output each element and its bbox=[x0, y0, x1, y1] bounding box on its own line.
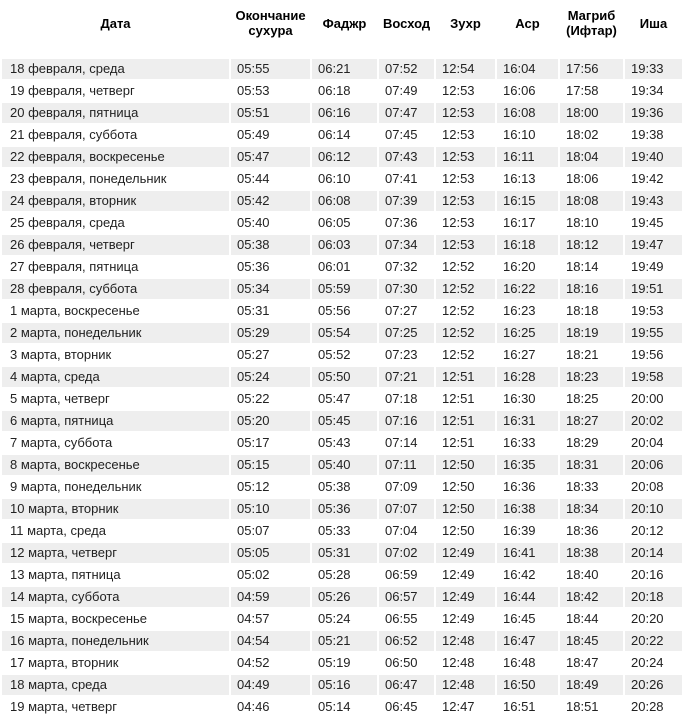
time-cell: 18:10 bbox=[560, 213, 623, 233]
time-cell: 16:33 bbox=[497, 433, 558, 453]
time-cell: 06:57 bbox=[379, 587, 434, 607]
table-row bbox=[2, 609, 682, 629]
time-cell: 05:47 bbox=[312, 389, 377, 409]
time-cell: 07:27 bbox=[379, 301, 434, 321]
header-row bbox=[2, 2, 682, 57]
time-cell: 18:27 bbox=[560, 411, 623, 431]
time-cell: 05:27 bbox=[231, 345, 310, 365]
time-cell: 07:43 bbox=[379, 147, 434, 167]
table-row bbox=[2, 433, 682, 453]
time-cell: 06:45 bbox=[379, 697, 434, 717]
time-cell: 05:24 bbox=[312, 609, 377, 629]
table-row bbox=[2, 279, 682, 299]
time-cell: 12:52 bbox=[436, 257, 495, 277]
time-cell: 07:49 bbox=[379, 81, 434, 101]
column-header-zuhr: Зухр bbox=[436, 2, 495, 57]
table-row bbox=[2, 499, 682, 519]
time-cell: 12:51 bbox=[436, 411, 495, 431]
time-cell: 20:22 bbox=[625, 631, 682, 651]
time-cell: 19:40 bbox=[625, 147, 682, 167]
time-cell: 12:52 bbox=[436, 301, 495, 321]
table-row bbox=[2, 477, 682, 497]
time-cell: 20:04 bbox=[625, 433, 682, 453]
date-cell: 20 февраля, пятница bbox=[2, 103, 229, 123]
time-cell: 05:52 bbox=[312, 345, 377, 365]
time-cell: 18:02 bbox=[560, 125, 623, 145]
time-cell: 05:02 bbox=[231, 565, 310, 585]
time-cell: 05:40 bbox=[231, 213, 310, 233]
date-cell: 21 февраля, суббота bbox=[2, 125, 229, 145]
time-cell: 06:21 bbox=[312, 59, 377, 79]
time-cell: 17:56 bbox=[560, 59, 623, 79]
date-cell: 12 марта, четверг bbox=[2, 543, 229, 563]
time-cell: 16:08 bbox=[497, 103, 558, 123]
date-cell: 1 марта, воскресенье bbox=[2, 301, 229, 321]
time-cell: 05:12 bbox=[231, 477, 310, 497]
time-cell: 19:42 bbox=[625, 169, 682, 189]
time-cell: 05:28 bbox=[312, 565, 377, 585]
time-cell: 06:05 bbox=[312, 213, 377, 233]
time-cell: 05:53 bbox=[231, 81, 310, 101]
time-cell: 05:43 bbox=[312, 433, 377, 453]
time-cell: 16:23 bbox=[497, 301, 558, 321]
time-cell: 19:36 bbox=[625, 103, 682, 123]
table-row bbox=[2, 345, 682, 365]
table-row bbox=[2, 587, 682, 607]
date-cell: 13 марта, пятница bbox=[2, 565, 229, 585]
time-cell: 16:41 bbox=[497, 543, 558, 563]
time-cell: 06:50 bbox=[379, 653, 434, 673]
time-cell: 05:26 bbox=[312, 587, 377, 607]
time-cell: 12:48 bbox=[436, 653, 495, 673]
time-cell: 19:51 bbox=[625, 279, 682, 299]
time-cell: 05:22 bbox=[231, 389, 310, 409]
table-row bbox=[2, 565, 682, 585]
time-cell: 18:49 bbox=[560, 675, 623, 695]
table-body bbox=[2, 59, 682, 717]
time-cell: 12:53 bbox=[436, 103, 495, 123]
time-cell: 06:03 bbox=[312, 235, 377, 255]
column-header-isha: Иша bbox=[625, 2, 682, 57]
time-cell: 16:20 bbox=[497, 257, 558, 277]
time-cell: 05:36 bbox=[312, 499, 377, 519]
time-cell: 16:13 bbox=[497, 169, 558, 189]
time-cell: 06:18 bbox=[312, 81, 377, 101]
time-cell: 07:14 bbox=[379, 433, 434, 453]
column-header-suhur-end: Окончание сухура bbox=[231, 2, 310, 57]
time-cell: 07:23 bbox=[379, 345, 434, 365]
time-cell: 07:45 bbox=[379, 125, 434, 145]
time-cell: 06:10 bbox=[312, 169, 377, 189]
time-cell: 07:11 bbox=[379, 455, 434, 475]
table-row bbox=[2, 653, 682, 673]
time-cell: 16:45 bbox=[497, 609, 558, 629]
time-cell: 12:51 bbox=[436, 433, 495, 453]
table-row bbox=[2, 125, 682, 145]
time-cell: 12:49 bbox=[436, 587, 495, 607]
time-cell: 07:25 bbox=[379, 323, 434, 343]
time-cell: 12:48 bbox=[436, 631, 495, 651]
time-cell: 12:53 bbox=[436, 213, 495, 233]
time-cell: 12:52 bbox=[436, 323, 495, 343]
time-cell: 06:16 bbox=[312, 103, 377, 123]
date-cell: 3 марта, вторник bbox=[2, 345, 229, 365]
time-cell: 20:14 bbox=[625, 543, 682, 563]
column-header-fajr: Фаджр bbox=[312, 2, 377, 57]
time-cell: 05:40 bbox=[312, 455, 377, 475]
time-cell: 06:59 bbox=[379, 565, 434, 585]
time-cell: 07:09 bbox=[379, 477, 434, 497]
time-cell: 05:36 bbox=[231, 257, 310, 277]
time-cell: 05:07 bbox=[231, 521, 310, 541]
time-cell: 05:45 bbox=[312, 411, 377, 431]
date-cell: 25 февраля, среда bbox=[2, 213, 229, 233]
time-cell: 04:57 bbox=[231, 609, 310, 629]
time-cell: 18:14 bbox=[560, 257, 623, 277]
time-cell: 06:01 bbox=[312, 257, 377, 277]
time-cell: 16:17 bbox=[497, 213, 558, 233]
time-cell: 16:06 bbox=[497, 81, 558, 101]
time-cell: 20:24 bbox=[625, 653, 682, 673]
time-cell: 16:04 bbox=[497, 59, 558, 79]
time-cell: 18:08 bbox=[560, 191, 623, 211]
table-header bbox=[2, 2, 682, 57]
table-row bbox=[2, 213, 682, 233]
time-cell: 16:35 bbox=[497, 455, 558, 475]
time-cell: 16:36 bbox=[497, 477, 558, 497]
table-row bbox=[2, 521, 682, 541]
date-cell: 14 марта, суббота bbox=[2, 587, 229, 607]
time-cell: 18:31 bbox=[560, 455, 623, 475]
time-cell: 05:47 bbox=[231, 147, 310, 167]
date-cell: 5 марта, четверг bbox=[2, 389, 229, 409]
time-cell: 05:56 bbox=[312, 301, 377, 321]
date-cell: 7 марта, суббота bbox=[2, 433, 229, 453]
time-cell: 20:18 bbox=[625, 587, 682, 607]
time-cell: 05:51 bbox=[231, 103, 310, 123]
time-cell: 18:51 bbox=[560, 697, 623, 717]
time-cell: 18:40 bbox=[560, 565, 623, 585]
time-cell: 07:21 bbox=[379, 367, 434, 387]
column-header-asr: Аср bbox=[497, 2, 558, 57]
time-cell: 16:42 bbox=[497, 565, 558, 585]
time-cell: 07:34 bbox=[379, 235, 434, 255]
table-row bbox=[2, 191, 682, 211]
table-row bbox=[2, 697, 682, 717]
time-cell: 05:59 bbox=[312, 279, 377, 299]
time-cell: 16:44 bbox=[497, 587, 558, 607]
time-cell: 20:06 bbox=[625, 455, 682, 475]
date-cell: 18 февраля, среда bbox=[2, 59, 229, 79]
time-cell: 12:50 bbox=[436, 477, 495, 497]
time-cell: 19:33 bbox=[625, 59, 682, 79]
time-cell: 07:07 bbox=[379, 499, 434, 519]
time-cell: 04:49 bbox=[231, 675, 310, 695]
time-cell: 16:47 bbox=[497, 631, 558, 651]
date-cell: 24 февраля, вторник bbox=[2, 191, 229, 211]
time-cell: 05:16 bbox=[312, 675, 377, 695]
table-row bbox=[2, 389, 682, 409]
time-cell: 05:38 bbox=[231, 235, 310, 255]
time-cell: 19:45 bbox=[625, 213, 682, 233]
time-cell: 16:11 bbox=[497, 147, 558, 167]
time-cell: 18:21 bbox=[560, 345, 623, 365]
time-cell: 18:42 bbox=[560, 587, 623, 607]
time-cell: 12:49 bbox=[436, 543, 495, 563]
time-cell: 20:20 bbox=[625, 609, 682, 629]
time-cell: 12:49 bbox=[436, 565, 495, 585]
time-cell: 19:53 bbox=[625, 301, 682, 321]
time-cell: 20:28 bbox=[625, 697, 682, 717]
time-cell: 05:34 bbox=[231, 279, 310, 299]
time-cell: 05:21 bbox=[312, 631, 377, 651]
table-row bbox=[2, 81, 682, 101]
table-row bbox=[2, 455, 682, 475]
time-cell: 16:28 bbox=[497, 367, 558, 387]
date-cell: 22 февраля, воскресенье bbox=[2, 147, 229, 167]
time-cell: 19:56 bbox=[625, 345, 682, 365]
date-cell: 26 февраля, четверг bbox=[2, 235, 229, 255]
time-cell: 12:50 bbox=[436, 521, 495, 541]
time-cell: 16:39 bbox=[497, 521, 558, 541]
time-cell: 18:25 bbox=[560, 389, 623, 409]
time-cell: 04:54 bbox=[231, 631, 310, 651]
time-cell: 19:34 bbox=[625, 81, 682, 101]
time-cell: 12:51 bbox=[436, 389, 495, 409]
date-cell: 11 марта, среда bbox=[2, 521, 229, 541]
table-row bbox=[2, 323, 682, 343]
time-cell: 07:30 bbox=[379, 279, 434, 299]
time-cell: 05:44 bbox=[231, 169, 310, 189]
time-cell: 05:31 bbox=[312, 543, 377, 563]
time-cell: 19:55 bbox=[625, 323, 682, 343]
time-cell: 20:12 bbox=[625, 521, 682, 541]
time-cell: 19:38 bbox=[625, 125, 682, 145]
time-cell: 04:59 bbox=[231, 587, 310, 607]
time-cell: 07:16 bbox=[379, 411, 434, 431]
time-cell: 12:53 bbox=[436, 191, 495, 211]
time-cell: 12:53 bbox=[436, 81, 495, 101]
time-cell: 18:16 bbox=[560, 279, 623, 299]
time-cell: 18:33 bbox=[560, 477, 623, 497]
time-cell: 18:12 bbox=[560, 235, 623, 255]
time-cell: 12:53 bbox=[436, 235, 495, 255]
time-cell: 20:10 bbox=[625, 499, 682, 519]
table-row bbox=[2, 301, 682, 321]
table-row bbox=[2, 147, 682, 167]
time-cell: 05:29 bbox=[231, 323, 310, 343]
table-row bbox=[2, 59, 682, 79]
time-cell: 06:55 bbox=[379, 609, 434, 629]
date-cell: 15 марта, воскресенье bbox=[2, 609, 229, 629]
time-cell: 16:25 bbox=[497, 323, 558, 343]
time-cell: 12:52 bbox=[436, 345, 495, 365]
time-cell: 06:12 bbox=[312, 147, 377, 167]
time-cell: 19:58 bbox=[625, 367, 682, 387]
time-cell: 07:36 bbox=[379, 213, 434, 233]
time-cell: 18:47 bbox=[560, 653, 623, 673]
date-cell: 2 марта, понедельник bbox=[2, 323, 229, 343]
time-cell: 16:51 bbox=[497, 697, 558, 717]
time-cell: 17:58 bbox=[560, 81, 623, 101]
time-cell: 12:54 bbox=[436, 59, 495, 79]
time-cell: 18:04 bbox=[560, 147, 623, 167]
time-cell: 18:38 bbox=[560, 543, 623, 563]
time-cell: 07:39 bbox=[379, 191, 434, 211]
table-row bbox=[2, 257, 682, 277]
date-cell: 18 марта, среда bbox=[2, 675, 229, 695]
time-cell: 20:02 bbox=[625, 411, 682, 431]
time-cell: 12:51 bbox=[436, 367, 495, 387]
time-cell: 07:18 bbox=[379, 389, 434, 409]
table-row bbox=[2, 235, 682, 255]
time-cell: 16:48 bbox=[497, 653, 558, 673]
time-cell: 20:26 bbox=[625, 675, 682, 695]
time-cell: 12:53 bbox=[436, 125, 495, 145]
time-cell: 16:18 bbox=[497, 235, 558, 255]
time-cell: 16:10 bbox=[497, 125, 558, 145]
time-cell: 05:54 bbox=[312, 323, 377, 343]
time-cell: 12:52 bbox=[436, 279, 495, 299]
date-cell: 16 марта, понедельник bbox=[2, 631, 229, 651]
table-row bbox=[2, 103, 682, 123]
time-cell: 05:49 bbox=[231, 125, 310, 145]
date-cell: 4 марта, среда bbox=[2, 367, 229, 387]
date-cell: 19 февраля, четверг bbox=[2, 81, 229, 101]
time-cell: 07:47 bbox=[379, 103, 434, 123]
time-cell: 06:08 bbox=[312, 191, 377, 211]
time-cell: 05:33 bbox=[312, 521, 377, 541]
time-cell: 18:36 bbox=[560, 521, 623, 541]
time-cell: 06:14 bbox=[312, 125, 377, 145]
column-header-sunrise: Восход bbox=[379, 2, 434, 57]
time-cell: 04:52 bbox=[231, 653, 310, 673]
time-cell: 16:22 bbox=[497, 279, 558, 299]
time-cell: 16:27 bbox=[497, 345, 558, 365]
table-row bbox=[2, 367, 682, 387]
time-cell: 12:49 bbox=[436, 609, 495, 629]
time-cell: 16:30 bbox=[497, 389, 558, 409]
time-cell: 18:44 bbox=[560, 609, 623, 629]
table-row bbox=[2, 631, 682, 651]
time-cell: 05:31 bbox=[231, 301, 310, 321]
time-cell: 12:47 bbox=[436, 697, 495, 717]
table-row bbox=[2, 543, 682, 563]
time-cell: 05:15 bbox=[231, 455, 310, 475]
time-cell: 05:17 bbox=[231, 433, 310, 453]
time-cell: 18:34 bbox=[560, 499, 623, 519]
time-cell: 18:23 bbox=[560, 367, 623, 387]
time-cell: 16:38 bbox=[497, 499, 558, 519]
time-cell: 20:16 bbox=[625, 565, 682, 585]
time-cell: 12:53 bbox=[436, 147, 495, 167]
time-cell: 07:32 bbox=[379, 257, 434, 277]
time-cell: 05:24 bbox=[231, 367, 310, 387]
time-cell: 07:02 bbox=[379, 543, 434, 563]
date-cell: 10 марта, вторник bbox=[2, 499, 229, 519]
time-cell: 18:45 bbox=[560, 631, 623, 651]
time-cell: 19:43 bbox=[625, 191, 682, 211]
time-cell: 04:46 bbox=[231, 697, 310, 717]
time-cell: 18:19 bbox=[560, 323, 623, 343]
time-cell: 18:06 bbox=[560, 169, 623, 189]
time-cell: 07:41 bbox=[379, 169, 434, 189]
time-cell: 19:49 bbox=[625, 257, 682, 277]
column-header-date: Дата bbox=[2, 2, 229, 57]
table-row bbox=[2, 169, 682, 189]
time-cell: 20:00 bbox=[625, 389, 682, 409]
date-cell: 19 марта, четверг bbox=[2, 697, 229, 717]
date-cell: 28 февраля, суббота bbox=[2, 279, 229, 299]
time-cell: 05:38 bbox=[312, 477, 377, 497]
date-cell: 23 февраля, понедельник bbox=[2, 169, 229, 189]
table-row bbox=[2, 411, 682, 431]
time-cell: 07:04 bbox=[379, 521, 434, 541]
time-cell: 18:29 bbox=[560, 433, 623, 453]
time-cell: 18:00 bbox=[560, 103, 623, 123]
time-cell: 05:50 bbox=[312, 367, 377, 387]
time-cell: 16:50 bbox=[497, 675, 558, 695]
date-cell: 6 марта, пятница bbox=[2, 411, 229, 431]
time-cell: 05:20 bbox=[231, 411, 310, 431]
date-cell: 8 марта, воскресенье bbox=[2, 455, 229, 475]
time-cell: 19:47 bbox=[625, 235, 682, 255]
date-cell: 17 марта, вторник bbox=[2, 653, 229, 673]
date-cell: 9 марта, понедельник bbox=[2, 477, 229, 497]
time-cell: 07:52 bbox=[379, 59, 434, 79]
date-cell: 27 февраля, пятница bbox=[2, 257, 229, 277]
column-header-maghrib-iftar: Магриб (Ифтар) bbox=[560, 2, 623, 57]
time-cell: 05:14 bbox=[312, 697, 377, 717]
time-cell: 05:42 bbox=[231, 191, 310, 211]
time-cell: 16:31 bbox=[497, 411, 558, 431]
time-cell: 12:50 bbox=[436, 499, 495, 519]
time-cell: 18:18 bbox=[560, 301, 623, 321]
time-cell: 12:50 bbox=[436, 455, 495, 475]
time-cell: 05:10 bbox=[231, 499, 310, 519]
table-row bbox=[2, 675, 682, 695]
time-cell: 12:53 bbox=[436, 169, 495, 189]
time-cell: 06:47 bbox=[379, 675, 434, 695]
time-cell: 05:05 bbox=[231, 543, 310, 563]
time-cell: 16:15 bbox=[497, 191, 558, 211]
time-cell: 06:52 bbox=[379, 631, 434, 651]
time-cell: 05:19 bbox=[312, 653, 377, 673]
time-cell: 05:55 bbox=[231, 59, 310, 79]
time-cell: 12:48 bbox=[436, 675, 495, 695]
time-cell: 20:08 bbox=[625, 477, 682, 497]
